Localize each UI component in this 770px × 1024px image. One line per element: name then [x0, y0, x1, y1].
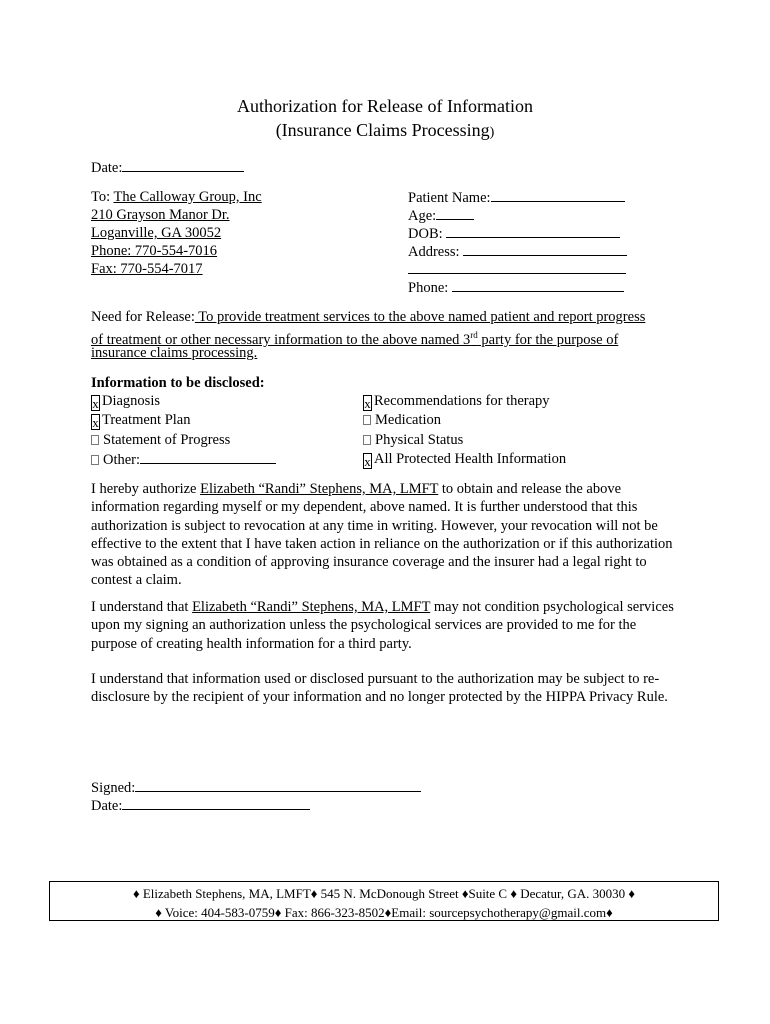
patient-name-field[interactable] — [408, 188, 625, 207]
need-label: Need for Release: — [91, 309, 195, 325]
phone-blank[interactable] — [452, 278, 624, 292]
to-address-2: Loganville, GA 30052 — [91, 225, 222, 241]
address-label: Address: — [408, 244, 464, 260]
checkbox-medication[interactable] — [363, 415, 371, 425]
date2-blank[interactable] — [122, 796, 310, 810]
label-statement-of-progress: Statement of Progress — [103, 432, 231, 448]
signed-field[interactable] — [91, 778, 421, 797]
para1-text-a: I hereby authorize — [91, 481, 201, 497]
checkbox-treatment-plan[interactable]: x — [92, 415, 99, 430]
address-field[interactable] — [408, 242, 627, 261]
to-phone: Phone: 770-554-7016 — [91, 243, 218, 259]
checkbox-physical-status[interactable] — [363, 435, 371, 445]
label-other: Other: — [103, 452, 141, 468]
disclosed-heading: Information to be disclosed: — [91, 375, 265, 391]
dob-field[interactable] — [408, 224, 620, 243]
dob-label: DOB: — [408, 226, 447, 242]
to-fax: Fax: 770-554-7017 — [91, 261, 203, 277]
date-field[interactable] — [91, 158, 244, 177]
footer-line-2: ♦ Voice: 404-583-0759♦ Fax: 866-323-8502♦Email: sourcepsychotherapy@gmail.com♦ — [155, 905, 613, 920]
dob-blank[interactable] — [446, 224, 620, 238]
age-label: Age: — [408, 208, 437, 224]
age-blank[interactable] — [436, 206, 474, 220]
para2-text-b: may not condition psychological services upon my signing an authorization unless the psychological services are provided to me for the purpose of creating health information for a third party. — [91, 599, 674, 652]
para1-text-b: to obtain and release the above information regarding myself or my dependent, above named. It is further understood that this authorization is subject to revocation at any time in writing. However, your revocation will not be effective to the extent that I have taken action in reliance on the authorization or if this authorization was obtained as a condition of approving insurance coverage and the insurer had a legal right to contest a claim. — [91, 481, 673, 589]
option-recommendations[interactable] — [363, 392, 550, 411]
label-treatment-plan: Treatment Plan — [102, 412, 191, 428]
address-blank[interactable] — [463, 242, 627, 256]
option-diagnosis[interactable] — [91, 392, 160, 411]
need-text-2b: party for the purpose of — [477, 332, 619, 348]
phone-field[interactable] — [408, 278, 624, 297]
checkbox-other[interactable] — [91, 455, 99, 465]
address-line-2[interactable] — [408, 260, 626, 279]
authorization-paragraph — [91, 480, 681, 590]
option-medication[interactable] — [363, 411, 441, 429]
phone-label: Phone: — [408, 280, 452, 296]
subtitle-close-paren: ) — [489, 125, 495, 140]
document-subtitle — [0, 118, 770, 145]
address-blank-2[interactable] — [408, 260, 626, 274]
need-text-1: To provide treatment services to the above named patient and report progress — [194, 309, 646, 325]
label-recommendations: Recommendations for therapy — [374, 393, 550, 409]
checkbox-diagnosis[interactable]: x — [92, 396, 99, 411]
option-treatment-plan[interactable] — [91, 411, 190, 430]
para2-provider-name: Elizabeth “Randi” Stephens, MA, LMFT — [192, 599, 431, 615]
to-label: To: — [91, 189, 114, 205]
to-address-1: 210 Grayson Manor Dr. — [91, 207, 230, 223]
option-other[interactable] — [91, 450, 276, 469]
to-company: The Calloway Group, Inc — [113, 189, 262, 205]
redisclosure-paragraph: I understand that information used or disclosed pursuant to the authorization may be subject to re-disclosure by the recipient of your information and no longer protected by the HIPPA Privacy Rule. — [91, 671, 668, 706]
subtitle-text: (Insurance Claims Processing — [275, 120, 490, 140]
need-sup: rd — [470, 330, 478, 340]
checkbox-recommendations[interactable]: x — [364, 396, 371, 411]
label-all-phi: All Protected Health Information — [374, 451, 567, 467]
para2-text-a: I understand that — [91, 599, 193, 615]
signed-blank[interactable] — [135, 778, 421, 792]
checkbox-all-phi[interactable]: x — [364, 454, 371, 469]
date2-field[interactable] — [91, 796, 310, 815]
date2-label: Date: — [91, 798, 123, 814]
need-line-1 — [91, 308, 645, 326]
condition-paragraph — [91, 598, 681, 653]
patient-name-blank[interactable] — [491, 188, 625, 202]
other-blank[interactable] — [140, 450, 276, 464]
signed-label: Signed: — [91, 780, 136, 796]
footer-line-1: ♦ Elizabeth Stephens, MA, LMFT♦ 545 N. McDonough Street ♦Suite C ♦ Decatur, GA. 30030 ♦ — [132, 886, 636, 901]
need-line-3: insurance claims processing. — [91, 345, 258, 361]
label-medication: Medication — [375, 412, 442, 428]
need-text-2a: of treatment or other necessary information to the above named 3 — [91, 332, 471, 348]
patient-name-label: Patient Name: — [408, 190, 491, 206]
checkbox-statement-of-progress[interactable] — [91, 435, 99, 445]
age-field[interactable] — [408, 206, 474, 225]
date-label: Date: — [91, 160, 123, 176]
option-statement-of-progress[interactable] — [91, 431, 230, 449]
footer-contact-box — [49, 881, 719, 921]
date-blank[interactable] — [122, 158, 244, 172]
document-title: Authorization for Release of Information — [237, 96, 533, 116]
option-physical-status[interactable] — [363, 431, 463, 449]
label-physical-status: Physical Status — [375, 432, 464, 448]
option-all-phi[interactable] — [363, 450, 566, 469]
para1-provider-name: Elizabeth “Randi” Stephens, MA, LMFT — [200, 481, 439, 497]
label-diagnosis: Diagnosis — [102, 393, 160, 409]
to-line — [91, 188, 262, 206]
